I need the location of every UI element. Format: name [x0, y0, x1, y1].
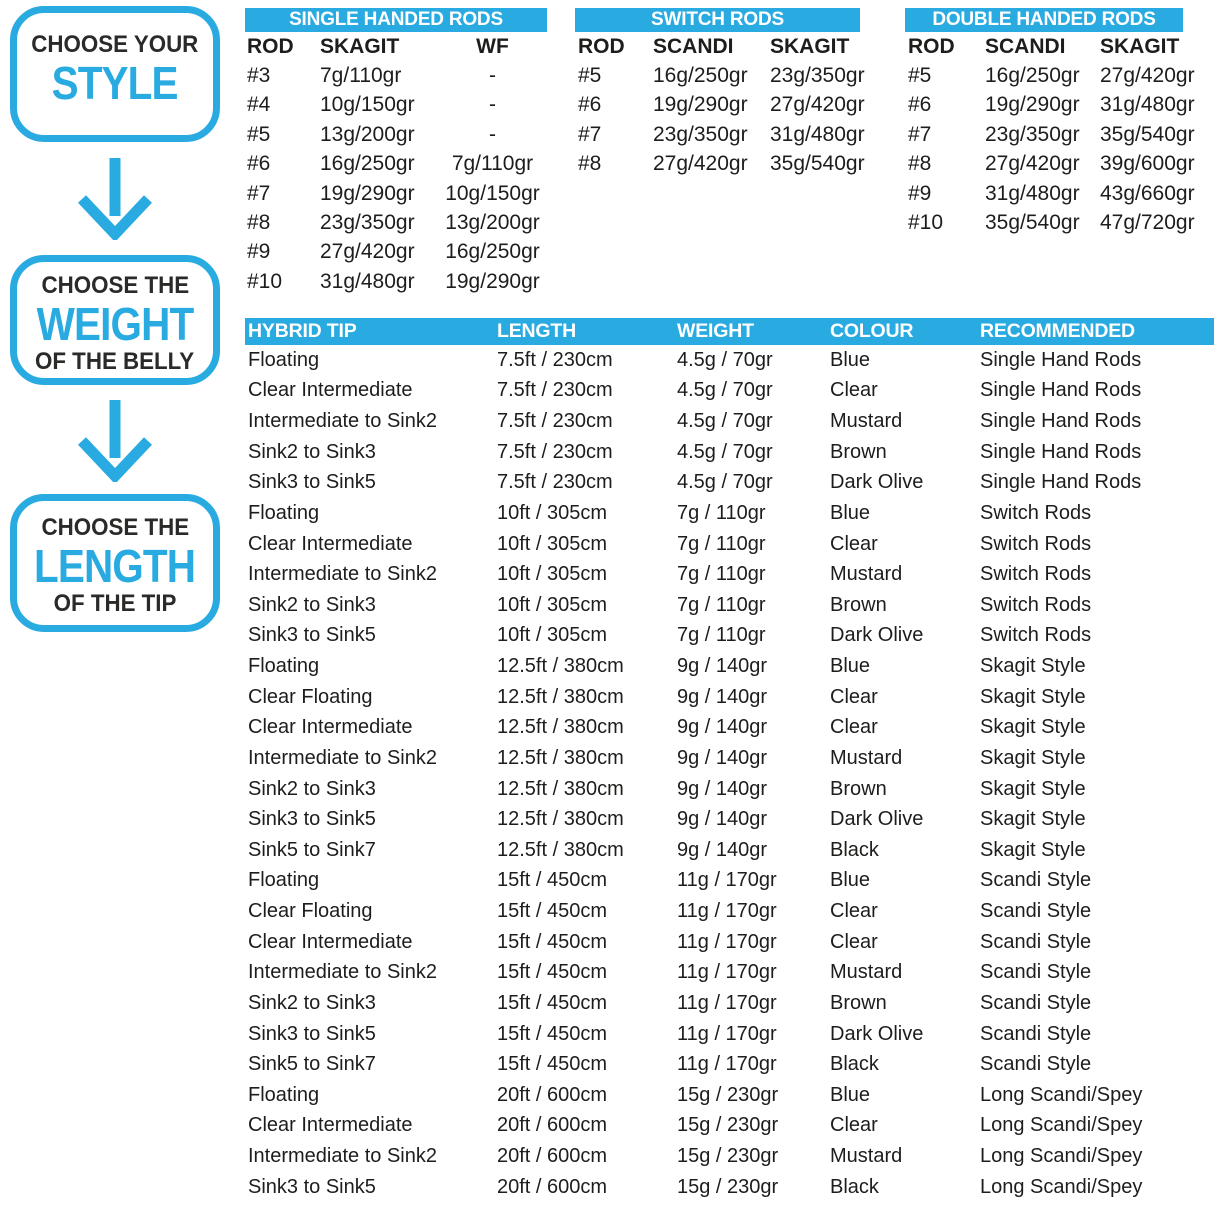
recommended-cell: Long Scandi/Spey	[980, 1175, 1143, 1198]
table-row	[245, 179, 547, 208]
recommended-cell: Skagit Style	[980, 808, 1086, 831]
double-handed-rods-title: DOUBLE HANDED RODS	[905, 8, 1183, 32]
weight-cell: 4.5g / 70gr	[677, 348, 773, 371]
table-row	[245, 91, 547, 120]
skagit-weight-cell: 35g/540gr	[1100, 122, 1195, 146]
tip-type-cell: Sink5 to Sink7	[248, 838, 376, 861]
table-body	[575, 61, 865, 179]
length-cell: 15ft / 450cm	[497, 930, 608, 953]
colour-cell: Brown	[830, 440, 887, 463]
tip-type-cell: Sink2 to Sink3	[248, 991, 376, 1014]
skagit-weight-cell: 7g/110gr	[320, 64, 402, 88]
scandi-weight-cell: 27g/420gr	[653, 152, 748, 176]
recommended-cell: Switch Rods	[980, 563, 1092, 586]
col-header-scandi: SCANDI	[985, 34, 1066, 58]
colour-cell: Black	[830, 838, 879, 861]
recommended-cell: Scandi Style	[980, 1053, 1092, 1076]
length-cell: 12.5ft / 380cm	[497, 777, 624, 800]
recommended-cell: Scandi Style	[980, 961, 1092, 984]
table-row	[575, 91, 865, 120]
table-row	[245, 437, 1214, 468]
table-row	[245, 590, 1214, 621]
weight-cell: 15g / 230gr	[677, 1175, 779, 1198]
colour-cell: Dark Olive	[830, 808, 924, 831]
weight-cell: 9g / 140gr	[677, 777, 768, 800]
length-cell: 10ft / 305cm	[497, 501, 608, 524]
rod-size-cell: #8	[578, 152, 602, 176]
recommended-cell: Scandi Style	[980, 900, 1092, 923]
switch-rods-table	[575, 8, 865, 179]
tip-type-cell: Sink2 to Sink3	[248, 440, 376, 463]
length-cell: 12.5ft / 380cm	[497, 808, 624, 831]
table-row	[245, 866, 1214, 897]
flow-step-style-label: CHOOSE YOUR	[31, 31, 199, 58]
colour-cell: Clear	[830, 379, 878, 402]
scandi-weight-cell: 16g/250gr	[653, 64, 748, 88]
rod-size-cell: #5	[247, 122, 271, 146]
table-row	[245, 238, 547, 267]
recommended-cell: Single Hand Rods	[980, 440, 1142, 463]
flow-step-length-label: CHOOSE THE	[41, 514, 189, 541]
double-handed-rods-table	[905, 8, 1195, 238]
table-row	[245, 958, 1214, 989]
tip-type-cell: Floating	[248, 1083, 320, 1106]
rod-size-cell: #10	[247, 269, 283, 293]
table-row	[245, 559, 1214, 590]
length-cell: 15ft / 450cm	[497, 900, 608, 923]
recommended-cell: Scandi Style	[980, 1022, 1092, 1045]
flow-step-style-keyword: STYLE	[51, 57, 179, 109]
rod-size-cell: #4	[247, 93, 271, 117]
skagit-weight-cell: 13g/200gr	[320, 122, 415, 146]
skagit-weight-cell: 35g/540gr	[770, 152, 865, 176]
rod-size-cell: #6	[578, 93, 602, 117]
recommended-cell: Switch Rods	[980, 624, 1092, 647]
length-cell: 10ft / 305cm	[497, 624, 608, 647]
table-row	[245, 120, 547, 149]
scandi-weight-cell: 19g/290gr	[653, 93, 748, 117]
colour-cell: Blue	[830, 501, 871, 524]
table-row	[245, 267, 547, 296]
table-row	[905, 91, 1195, 120]
length-cell: 20ft / 600cm	[497, 1083, 608, 1106]
colour-cell: Black	[830, 1175, 879, 1198]
table-row	[245, 150, 547, 179]
col-header-rod: ROD	[247, 34, 294, 58]
recommended-cell: Single Hand Rods	[980, 379, 1142, 402]
tip-type-cell: Intermediate to Sink2	[248, 563, 437, 586]
col-header-skagit: SKAGIT	[1100, 34, 1180, 58]
recommended-cell: Switch Rods	[980, 532, 1092, 555]
recommended-cell: Single Hand Rods	[980, 348, 1142, 371]
rod-size-cell: #8	[247, 211, 271, 235]
rod-size-cell: #9	[908, 181, 932, 205]
skagit-weight-cell: 43g/660gr	[1100, 181, 1195, 205]
rod-size-cell: #5	[908, 64, 932, 88]
rod-size-cell: #8	[908, 152, 932, 176]
down-arrow-icon	[75, 158, 155, 240]
table-header-row	[245, 32, 547, 61]
weight-cell: 7g / 110gr	[677, 563, 766, 586]
weight-cell: 15g / 230gr	[677, 1145, 779, 1168]
table-row	[245, 61, 547, 90]
scandi-weight-cell: 35g/540gr	[985, 211, 1080, 235]
recommended-cell: Switch Rods	[980, 501, 1092, 524]
single-handed-rods-table	[245, 8, 547, 297]
skagit-weight-cell: 39g/600gr	[1100, 152, 1195, 176]
tip-type-cell: Clear Floating	[248, 685, 373, 708]
table-row	[245, 376, 1214, 407]
length-cell: 7.5ft / 230cm	[497, 379, 613, 402]
weight-cell: 4.5g / 70gr	[677, 379, 773, 402]
weight-cell: 9g / 140gr	[677, 716, 768, 739]
table-row	[245, 498, 1214, 529]
colour-cell: Blue	[830, 869, 871, 892]
skagit-weight-cell: 23g/350gr	[320, 211, 415, 235]
recommended-cell: Skagit Style	[980, 746, 1086, 769]
recommended-cell: Switch Rods	[980, 593, 1092, 616]
colour-cell: Mustard	[830, 563, 903, 586]
length-cell: 12.5ft / 380cm	[497, 838, 624, 861]
table-row	[905, 120, 1195, 149]
weight-cell: 9g / 140gr	[677, 746, 768, 769]
colour-cell: Dark Olive	[830, 1022, 924, 1045]
length-cell: 20ft / 600cm	[497, 1175, 608, 1198]
flow-step-length-sublabel: OF THE TIP	[53, 590, 177, 617]
down-arrow-icon	[75, 400, 155, 482]
rod-size-cell: #7	[908, 122, 932, 146]
skagit-weight-cell: 31g/480gr	[1100, 93, 1195, 117]
scandi-weight-cell: 23g/350gr	[653, 122, 748, 146]
length-cell: 10ft / 305cm	[497, 532, 608, 555]
length-cell: 20ft / 600cm	[497, 1145, 608, 1168]
skagit-weight-cell: 19g/290gr	[320, 181, 415, 205]
tip-type-cell: Sink3 to Sink5	[248, 1022, 376, 1045]
col-header-skagit: SKAGIT	[320, 34, 400, 58]
weight-cell: 15g / 230gr	[677, 1114, 779, 1137]
colour-cell: Blue	[830, 1083, 871, 1106]
length-cell: 12.5ft / 380cm	[497, 685, 624, 708]
weight-cell: 4.5g / 70gr	[677, 471, 773, 494]
switch-rods-title: SWITCH RODS	[575, 8, 860, 32]
flow-step-weight-keyword: WEIGHT	[36, 298, 194, 350]
length-cell: 12.5ft / 380cm	[497, 655, 624, 678]
length-cell: 15ft / 450cm	[497, 991, 608, 1014]
flow-step-weight-label: CHOOSE THE	[41, 272, 189, 299]
table-row	[245, 208, 547, 237]
skagit-weight-cell: 27g/420gr	[770, 93, 865, 117]
skagit-weight-cell: 47g/720gr	[1100, 211, 1195, 235]
recommended-cell: Scandi Style	[980, 930, 1092, 953]
wf-weight-cell: -	[489, 122, 496, 146]
rod-size-cell: #5	[578, 64, 602, 88]
tip-type-cell: Clear Intermediate	[248, 379, 413, 402]
skagit-weight-cell: 27g/420gr	[1100, 64, 1195, 88]
weight-cell: 4.5g / 70gr	[677, 410, 773, 433]
tip-type-cell: Sink2 to Sink3	[248, 593, 376, 616]
wf-weight-cell: 13g/200gr	[445, 211, 540, 235]
table-body	[905, 61, 1195, 237]
skagit-weight-cell: 31g/480gr	[770, 122, 865, 146]
colour-cell: Mustard	[830, 746, 903, 769]
length-cell: 20ft / 600cm	[497, 1114, 608, 1137]
rod-size-cell: #6	[908, 93, 932, 117]
table-row	[245, 1141, 1214, 1172]
tip-type-cell: Sink5 to Sink7	[248, 1053, 376, 1076]
tip-type-cell: Clear Floating	[248, 900, 373, 923]
col-header-skagit: SKAGIT	[770, 34, 850, 58]
table-row	[245, 345, 1214, 376]
table-row	[905, 208, 1195, 237]
table-row	[245, 835, 1214, 866]
scandi-weight-cell: 19g/290gr	[985, 93, 1080, 117]
recommended-cell: Skagit Style	[980, 685, 1086, 708]
weight-cell: 9g / 140gr	[677, 808, 768, 831]
colour-cell: Mustard	[830, 1145, 903, 1168]
skagit-weight-cell: 16g/250gr	[320, 152, 415, 176]
hybrid-tip-table-body	[245, 345, 1214, 1203]
hybrid-tip-table	[245, 318, 1214, 1203]
scandi-weight-cell: 31g/480gr	[985, 181, 1080, 205]
rod-size-cell: #7	[247, 181, 271, 205]
weight-cell: 11g / 170gr	[677, 930, 777, 953]
weight-cell: 7g / 110gr	[677, 624, 766, 647]
tip-type-cell: Sink2 to Sink3	[248, 777, 376, 800]
wf-weight-cell: 16g/250gr	[445, 240, 540, 264]
table-row	[245, 774, 1214, 805]
tip-type-cell: Sink3 to Sink5	[248, 471, 376, 494]
tip-type-cell: Intermediate to Sink2	[248, 1145, 437, 1168]
recommended-cell: Skagit Style	[980, 716, 1086, 739]
length-cell: 15ft / 450cm	[497, 961, 608, 984]
table-row	[245, 468, 1214, 499]
weight-cell: 9g / 140gr	[677, 655, 768, 678]
length-cell: 15ft / 450cm	[497, 1022, 608, 1045]
tip-type-cell: Sink3 to Sink5	[248, 808, 376, 831]
weight-cell: 7g / 110gr	[677, 593, 766, 616]
rod-size-cell: #10	[908, 211, 944, 235]
table-row	[245, 1172, 1214, 1203]
table-row	[245, 713, 1214, 744]
weight-cell: 11g / 170gr	[677, 991, 777, 1014]
flow-step-length-keyword: LENGTH	[34, 540, 196, 592]
table-row	[245, 682, 1214, 713]
table-row	[245, 529, 1214, 560]
colour-cell: Dark Olive	[830, 471, 924, 494]
wf-weight-cell: 19g/290gr	[445, 269, 540, 293]
weight-cell: 11g / 170gr	[677, 1022, 777, 1045]
length-cell: 7.5ft / 230cm	[497, 440, 613, 463]
tip-type-cell: Sink3 to Sink5	[248, 624, 376, 647]
wf-weight-cell: -	[489, 93, 496, 117]
colour-cell: Clear	[830, 930, 878, 953]
colour-cell: Black	[830, 1053, 879, 1076]
col-header-rod: ROD	[578, 34, 625, 58]
table-row	[905, 150, 1195, 179]
tip-type-cell: Sink3 to Sink5	[248, 1175, 376, 1198]
col-header-recommended: RECOMMENDED	[980, 320, 1135, 342]
weight-cell: 7g / 110gr	[677, 532, 766, 555]
skagit-weight-cell: 27g/420gr	[320, 240, 415, 264]
colour-cell: Brown	[830, 991, 887, 1014]
tip-type-cell: Floating	[248, 348, 320, 371]
col-header-scandi: SCANDI	[653, 34, 734, 58]
tip-type-cell: Clear Intermediate	[248, 716, 413, 739]
weight-cell: 11g / 170gr	[677, 961, 777, 984]
col-header-hybrid-tip: HYBRID TIP	[248, 320, 357, 342]
flow-step-weight-sublabel: OF THE BELLY	[35, 348, 195, 375]
length-cell: 15ft / 450cm	[497, 869, 608, 892]
rod-size-cell: #9	[247, 240, 271, 264]
table-row	[245, 896, 1214, 927]
weight-cell: 15g / 230gr	[677, 1083, 779, 1106]
table-row	[245, 927, 1214, 958]
hybrid-tip-header-row	[245, 318, 1214, 345]
colour-cell: Clear	[830, 900, 878, 923]
skagit-weight-cell: 10g/150gr	[320, 93, 415, 117]
weight-cell: 9g / 140gr	[677, 685, 768, 708]
tip-type-cell: Clear Intermediate	[248, 1114, 413, 1137]
colour-cell: Dark Olive	[830, 624, 924, 647]
length-cell: 7.5ft / 230cm	[497, 471, 613, 494]
scandi-weight-cell: 16g/250gr	[985, 64, 1080, 88]
length-cell: 12.5ft / 380cm	[497, 716, 624, 739]
tip-type-cell: Intermediate to Sink2	[248, 410, 437, 433]
col-header-weight: WEIGHT	[677, 320, 754, 342]
colour-cell: Mustard	[830, 410, 903, 433]
table-row	[905, 179, 1195, 208]
tip-type-cell: Floating	[248, 869, 320, 892]
length-cell: 7.5ft / 230cm	[497, 410, 613, 433]
rod-size-cell: #6	[247, 152, 271, 176]
table-row	[575, 61, 865, 90]
weight-cell: 7g / 110gr	[677, 501, 766, 524]
length-cell: 15ft / 450cm	[497, 1053, 608, 1076]
colour-cell: Clear	[830, 685, 878, 708]
colour-cell: Blue	[830, 655, 871, 678]
single-handed-rods-title: SINGLE HANDED RODS	[245, 8, 547, 32]
skagit-weight-cell: 31g/480gr	[320, 269, 415, 293]
colour-cell: Clear	[830, 716, 878, 739]
tip-type-cell: Intermediate to Sink2	[248, 961, 437, 984]
table-row	[245, 988, 1214, 1019]
wf-weight-cell: 10g/150gr	[445, 181, 540, 205]
recommended-cell: Skagit Style	[980, 655, 1086, 678]
weight-cell: 11g / 170gr	[677, 869, 777, 892]
weight-cell: 9g / 140gr	[677, 838, 768, 861]
wf-weight-cell: 7g/110gr	[451, 152, 534, 176]
wf-weight-cell: -	[489, 64, 496, 88]
colour-cell: Blue	[830, 348, 871, 371]
table-row	[245, 1049, 1214, 1080]
table-row	[575, 150, 865, 179]
col-header-length: LENGTH	[497, 320, 576, 342]
weight-cell: 11g / 170gr	[677, 900, 777, 923]
col-header-colour: COLOUR	[830, 320, 914, 342]
recommended-cell: Single Hand Rods	[980, 410, 1142, 433]
weight-cell: 11g / 170gr	[677, 1053, 777, 1076]
scandi-weight-cell: 27g/420gr	[985, 152, 1080, 176]
colour-cell: Brown	[830, 593, 887, 616]
table-row	[245, 406, 1214, 437]
table-row	[245, 743, 1214, 774]
table-row	[245, 621, 1214, 652]
tip-type-cell: Clear Intermediate	[248, 532, 413, 555]
table-body	[245, 61, 547, 296]
table-row	[245, 1019, 1214, 1050]
colour-cell: Mustard	[830, 961, 903, 984]
table-row	[575, 120, 865, 149]
table-row	[245, 1111, 1214, 1142]
table-row	[245, 651, 1214, 682]
length-cell: 7.5ft / 230cm	[497, 348, 613, 371]
scandi-weight-cell: 23g/350gr	[985, 122, 1080, 146]
recommended-cell: Long Scandi/Spey	[980, 1114, 1143, 1137]
table-header-row	[575, 32, 860, 61]
table-row	[245, 804, 1214, 835]
tip-type-cell: Intermediate to Sink2	[248, 746, 437, 769]
recommended-cell: Skagit Style	[980, 838, 1086, 861]
flow-step-style	[10, 6, 220, 142]
length-cell: 10ft / 305cm	[497, 593, 608, 616]
length-cell: 12.5ft / 380cm	[497, 746, 624, 769]
weight-cell: 4.5g / 70gr	[677, 440, 773, 463]
flow-step-weight	[10, 255, 220, 385]
table-row	[245, 1080, 1214, 1111]
rod-size-cell: #3	[247, 64, 271, 88]
col-header-wf: WF	[476, 34, 509, 58]
tip-type-cell: Floating	[248, 501, 320, 524]
rod-size-cell: #7	[578, 122, 602, 146]
flow-step-length	[10, 494, 220, 632]
recommended-cell: Long Scandi/Spey	[980, 1145, 1143, 1168]
tip-type-cell: Floating	[248, 655, 320, 678]
recommended-cell: Long Scandi/Spey	[980, 1083, 1143, 1106]
recommended-cell: Scandi Style	[980, 869, 1092, 892]
recommended-cell: Skagit Style	[980, 777, 1086, 800]
skagit-weight-cell: 23g/350gr	[770, 64, 865, 88]
colour-cell: Clear	[830, 532, 878, 555]
recommended-cell: Single Hand Rods	[980, 471, 1142, 494]
table-row	[905, 61, 1195, 90]
table-header-row	[905, 32, 1183, 61]
colour-cell: Clear	[830, 1114, 878, 1137]
tip-type-cell: Clear Intermediate	[248, 930, 413, 953]
colour-cell: Brown	[830, 777, 887, 800]
length-cell: 10ft / 305cm	[497, 563, 608, 586]
col-header-rod: ROD	[908, 34, 955, 58]
recommended-cell: Scandi Style	[980, 991, 1092, 1014]
